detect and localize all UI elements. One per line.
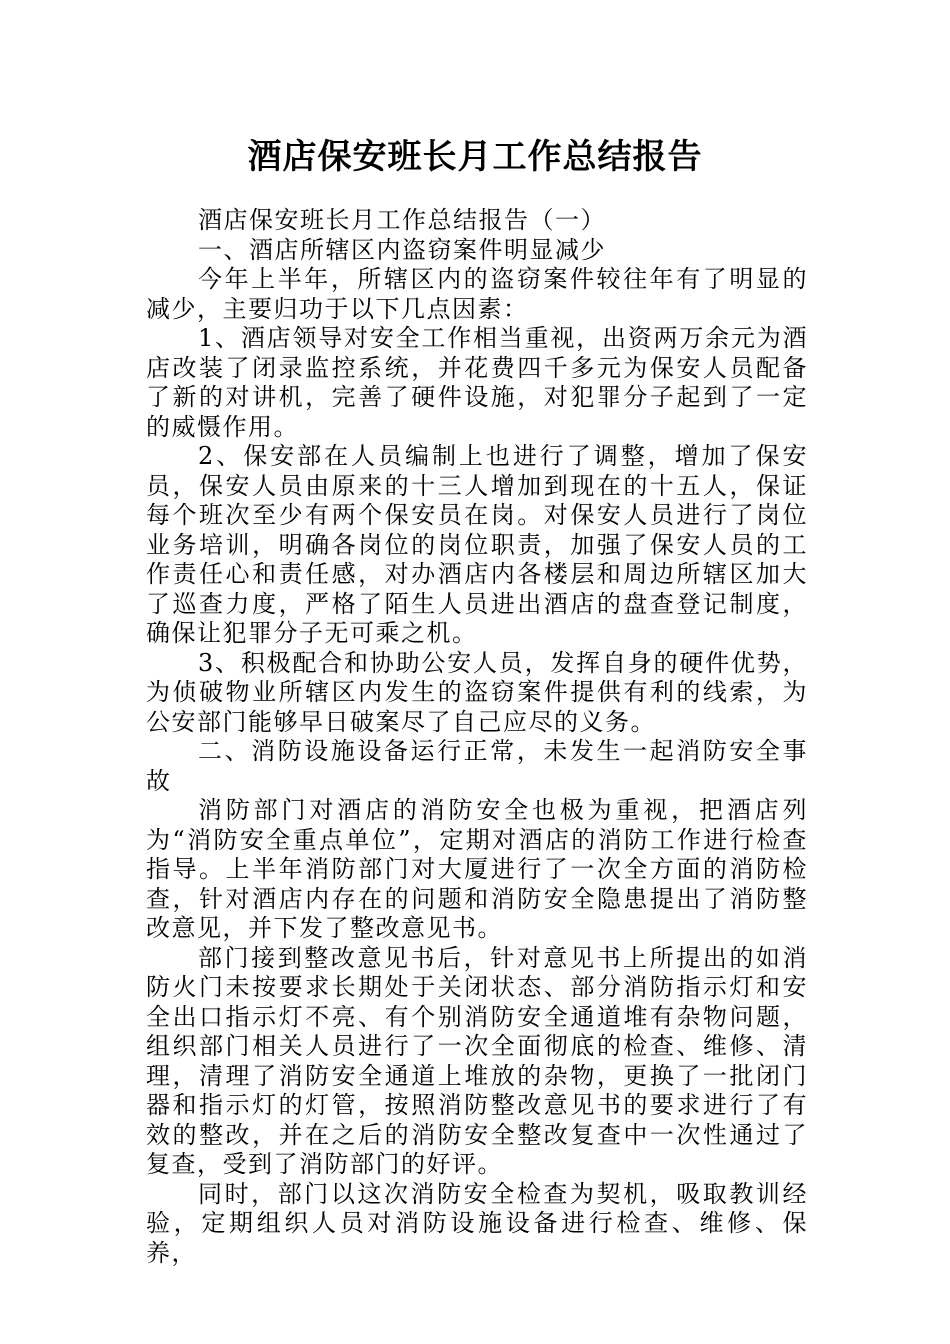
paragraph: 1、酒店领导对安全工作相当重视，出资两万余元为酒店改装了闭录监控系统，并花费四千多元为保安人员配备了新的对讲机，完善了硬件设施，对犯罪分子起到了一定的威慑作用。: [146, 324, 808, 441]
paragraph: 3、积极配合和协助公安人员，发挥自身的硬件优势，为侦破物业所辖区内发生的盗窃案件提供有利的线索，为公安部门能够早日破案尽了自己应尽的义务。: [146, 648, 808, 736]
document-title: 酒店保安班长月工作总结报告: [247, 137, 703, 177]
paragraph: 2、保安部在人员编制上也进行了调整，增加了保安员，保安人员由原来的十三人增加到现在的十五人，保证每个班次至少有两个保安员在岗。对保安人员进行了岗位业务培训，明确各岗位的岗位职责，加强了保安人员的工作责任心和责任感，对办酒店内各楼层和周边所辖区加大了巡查力度，严格了陌生人员进出酒店的盘查登记制度，确保让犯罪分子无可乘之机。: [146, 442, 808, 647]
paragraph-heading-1: 一、酒店所辖区内盗窃案件明显减少: [198, 235, 606, 264]
paragraph: 消防部门对酒店的消防安全也极为重视，把酒店列为“消防安全重点单位”，定期对酒店的消防工作进行检查指导。上半年消防部门对大厦进行了一次全方面的消防检查，针对酒店内存在的问题和消防安全隐患提出了消防整改意见，并下发了整改意见书。: [146, 796, 808, 942]
paragraph: 同时，部门以这次消防安全检查为契机，吸取教训经验，定期组织人员对消防设施设备进行检查、维修、保养，: [146, 1179, 808, 1267]
paragraph: 今年上半年，所辖区内的盗窃案件较往年有了明显的减少，主要归功于以下几点因素：: [146, 265, 808, 323]
paragraph-subtitle: 酒店保安班长月工作总结报告（一）: [198, 206, 606, 234]
paragraph: 部门接到整改意见书后，针对意见书上所提出的如消防火门未按要求长期处于关闭状态、部分消防指示灯和安全出口指示灯不亮、有个别消防安全通道堆有杂物问题，组织部门相关人员进行了一次全面彻底的检查、维修、清理，清理了消防安全通道上堆放的杂物，更换了一批闭门器和指示灯的灯管，按照消防整改意见书的要求进行了有效的整改，并在之后的消防安全整改复查中一次性通过了复查，受到了消防部门的好评。: [146, 943, 808, 1178]
document-body: [146, 206, 808, 1268]
paragraph-heading-2: 二、消防设施设备运行正常，未发生一起消防安全事故: [146, 737, 808, 795]
